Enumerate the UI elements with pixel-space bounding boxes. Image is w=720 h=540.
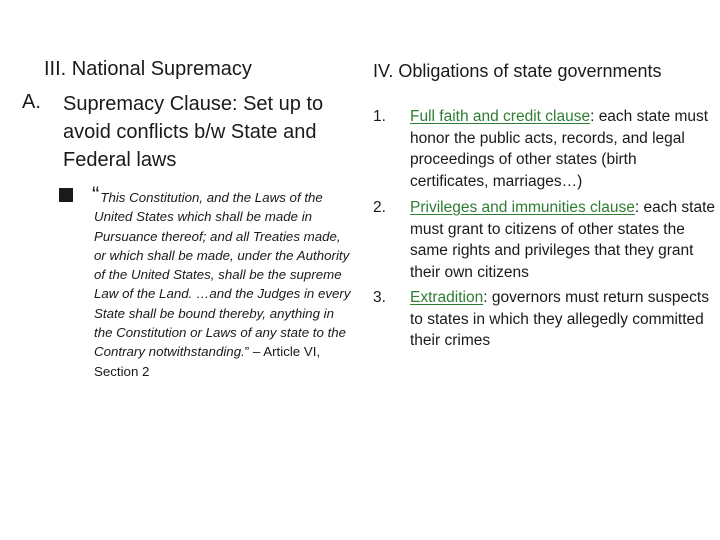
quote-body: This Constitution, and the Laws of the United States which shall be made in Pursuance thereof; and all Treaties made, or which shall be made, under the Authority of the United States, shall be the supreme Law of the Land. …and the Judges in every State shall be bound thereby, anything in the Constitution or Laws of any state to the Contrary notwithstanding. (94, 190, 351, 360)
supremacy-clause-text: Supremacy Clause: Set up to avoid conflicts b/w State and Federal laws (63, 93, 324, 171)
right-column (360, 0, 720, 540)
obligation-title-link[interactable]: Full faith and credit clause (410, 108, 591, 125)
quote-citation: ” – Article VI, Section 2 (94, 344, 321, 379)
quote-open-mark: “ (92, 182, 101, 207)
obligation-text (410, 106, 716, 192)
obligation-title-link[interactable]: Privileges and immunities clause (410, 199, 635, 216)
obligation-text (410, 197, 716, 283)
section-iii-heading: III. National Supremacy (44, 58, 252, 80)
obligation-number: 1. (373, 108, 386, 125)
obligation-description: : each state must honor the public acts, records, and legal proceedings of other states (birth certificates, marriages…) (410, 108, 709, 190)
obligation-description: : each state must grant to citizens of other states the same rights and privileges that they grant their own citizens (410, 199, 715, 281)
obligation-title-link[interactable]: Extradition (410, 289, 484, 306)
obligation-text (410, 287, 716, 352)
obligation-description: : governors must return suspects to states in which they allegedly committed their crimes (410, 289, 709, 349)
bullet-square-icon (59, 188, 73, 202)
item-letter: A. (22, 91, 41, 113)
section-iv-heading: IV. Obligations of state governments (373, 61, 662, 81)
obligation-number: 3. (373, 289, 386, 306)
constitution-quote (92, 182, 356, 381)
obligation-number: 2. (373, 199, 386, 216)
